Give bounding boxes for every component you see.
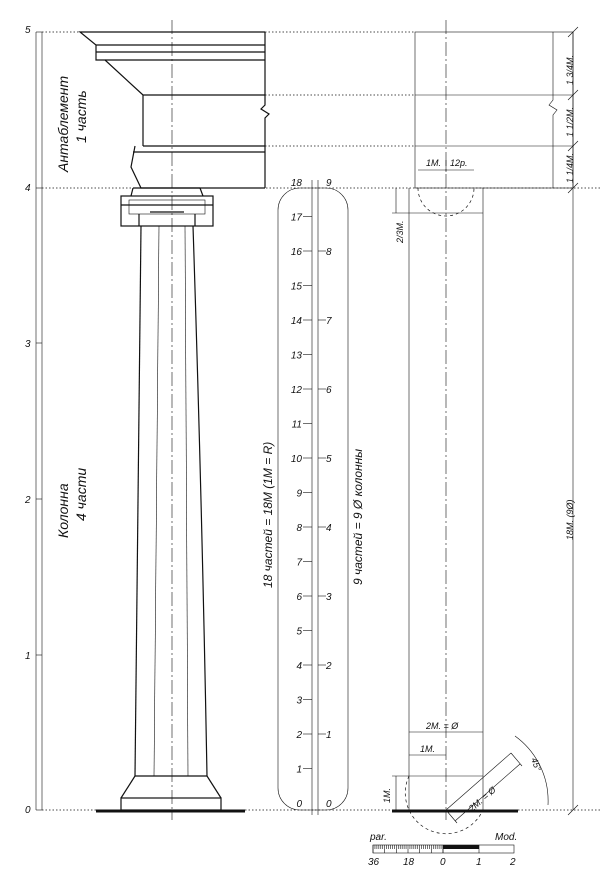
scale-label-3: 3 (25, 339, 31, 350)
ruler-left-label: 13 (290, 350, 302, 362)
column-elevation (96, 20, 245, 820)
dim-cornice: 1 3/4М. (565, 54, 575, 85)
scale-label-5: 5 (25, 25, 31, 36)
ruler-right-label: 3 (326, 592, 332, 603)
dim-capital-width: 1М. (426, 158, 442, 168)
entablature-elevation (80, 32, 269, 188)
ruler-captions (261, 442, 365, 588)
dim-base-diameter: 2М. = Ø (426, 721, 459, 731)
scale-label-36: 36 (368, 857, 380, 868)
scale-label-2: 2 (25, 495, 31, 506)
ruler-left-label: 12 (290, 385, 302, 396)
ruler-right-label: 9 (326, 178, 332, 189)
ruler-right-label: 2 (326, 661, 332, 672)
ruler-left-label: 9 (296, 488, 302, 500)
scale-unit-par: par. (370, 832, 387, 843)
ruler-right-label: 7 (326, 316, 332, 327)
ruler-right-label: 1 (326, 730, 332, 741)
scale-label-18: 18 (403, 857, 415, 868)
ruler-caption-diameters: 9 частей = 9 Ø колонны (351, 448, 365, 585)
dim-shaft-total: 18М. (9Ø) (565, 499, 575, 540)
ruler-left-labels (291, 178, 312, 810)
scale-unit-mod: Mod. (495, 832, 518, 843)
dim-frieze: 1 1/2М. (565, 106, 575, 137)
ruler-left-label: 16 (290, 247, 302, 258)
scale-label-4: 4 (25, 183, 31, 194)
ruler-left-label: 11 (291, 419, 302, 431)
scale-label-1: 1 (25, 651, 31, 662)
dim-architrave: 1 1/4М. (565, 152, 575, 183)
entablature-title: Антаблемент (55, 75, 71, 172)
ruler-left-label: 2 (296, 730, 302, 741)
dim-base-height: 1М. (382, 787, 392, 803)
column-title: Колонна (55, 483, 71, 538)
ruler-right-label: 0 (326, 799, 332, 810)
ruler-right-label: 5 (326, 454, 332, 465)
dim-base-half: 1М. (420, 744, 436, 754)
ruler (278, 180, 348, 815)
scale-bar (368, 832, 517, 868)
ruler-left-label: 14 (290, 316, 302, 327)
level-lines (42, 32, 600, 810)
scale-label-2: 2 (510, 857, 516, 868)
ruler-right-label: 6 (326, 385, 332, 396)
dim-angle: 45° (529, 756, 544, 773)
ruler-left-label: 10 (290, 454, 302, 465)
ruler-left-label: 17 (290, 212, 302, 224)
ruler-left-label: 15 (290, 281, 302, 293)
section-titles (55, 75, 89, 538)
scale-label-1: 1 (476, 857, 482, 868)
ruler-left-label: 6 (296, 592, 302, 603)
dim-capital-height: 2/3М. (395, 220, 405, 243)
ruler-right-labels (318, 178, 332, 810)
ruler-left-label: 8 (296, 523, 302, 534)
construction-drawing (392, 20, 578, 834)
ruler-left-label: 18 (290, 178, 302, 189)
dimension-labels (382, 55, 575, 814)
ruler-left-label: 4 (296, 661, 302, 672)
scale-label-0: 0 (25, 805, 31, 816)
ruler-left-label: 0 (296, 799, 302, 810)
scale-label-0: 0 (440, 857, 446, 868)
column-subtitle: 4 части (73, 467, 89, 521)
ruler-left-label: 1 (296, 764, 302, 776)
ruler-right-label: 4 (326, 523, 332, 534)
dim-base-diagonal: 2М. = Ø (466, 784, 498, 814)
dim-capital-parts: 12р. (450, 158, 468, 168)
vertical-scale (24, 25, 42, 816)
ruler-left-label: 5 (296, 626, 302, 638)
entablature-subtitle: 1 часть (73, 90, 89, 143)
ruler-left-label: 7 (296, 557, 302, 569)
ruler-right-label: 8 (326, 247, 332, 258)
ruler-caption-parts: 18 частей = 18М (1М = R) (261, 441, 275, 588)
ruler-left-label: 3 (296, 695, 302, 707)
